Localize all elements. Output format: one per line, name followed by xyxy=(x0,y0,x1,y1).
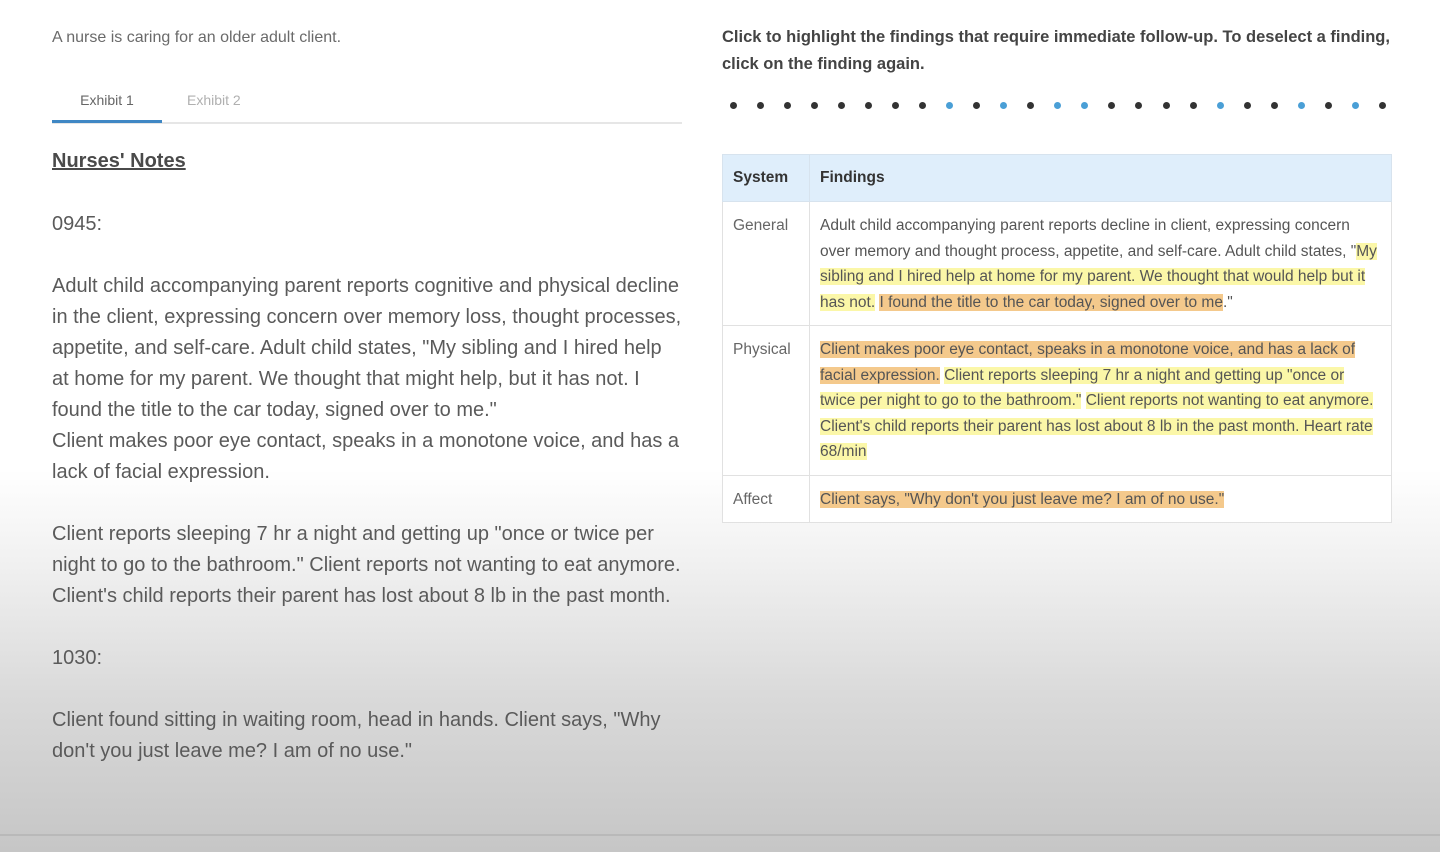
progress-dot xyxy=(1325,102,1332,109)
progress-dot xyxy=(1244,102,1251,109)
tab-exhibit-2[interactable]: Exhibit 2 xyxy=(187,92,241,108)
table-row xyxy=(723,326,1392,476)
progress-dot xyxy=(919,102,926,109)
table-row xyxy=(723,202,1392,326)
bottom-divider xyxy=(0,834,1440,836)
findings-table xyxy=(722,154,1392,523)
table-row xyxy=(723,475,1392,523)
progress-dot xyxy=(892,102,899,109)
note-paragraph: Client reports sleeping 7 hr a night and getting up "once or twice per night to go to the bathroom." Client reports not wanting to eat anymore. Client's child reports their parent has lost about 8 lb in the past month. xyxy=(52,523,681,607)
finding-highlighted-orange[interactable]: Client says, "Why don't you just leave me? I am of no use." xyxy=(820,490,1225,508)
finding-highlighted-yellow[interactable]: Client reports not wanting to eat anymore. Client's child reports their parent has lost about 8 lb in the past month. Heart rate 68/min xyxy=(820,392,1374,460)
system-cell: Physical xyxy=(723,326,810,476)
finding-highlighted-orange[interactable]: I found the title to the car today, signed over to me xyxy=(879,293,1223,311)
progress-dot xyxy=(1163,102,1170,109)
system-cell: General xyxy=(723,202,810,326)
findings-cell xyxy=(810,202,1392,326)
exhibit-panel xyxy=(52,26,682,798)
note-time-0945: 0945: xyxy=(52,213,103,235)
note-paragraph: Client found sitting in waiting room, head in hands. Client says, "Why don't you just leave me? I am of no use." xyxy=(52,709,661,762)
question-stem: A nurse is caring for an older adult client. xyxy=(52,29,342,46)
progress-dot xyxy=(1298,102,1305,109)
column-header-findings: Findings xyxy=(810,155,1392,202)
column-header-system: System xyxy=(723,155,810,202)
progress-dot xyxy=(730,102,737,109)
progress-dot xyxy=(757,102,764,109)
progress-dot xyxy=(1217,102,1224,109)
nurses-notes xyxy=(52,146,682,767)
finding-text[interactable]: Adult child accompanying parent reports decline in client, expressing concern over memory and thought process, appetite, and self-care. Adult child states, " xyxy=(820,217,1357,260)
notes-heading: Nurses' Notes xyxy=(52,150,186,172)
tab-exhibit-1[interactable]: Exhibit 1 xyxy=(52,78,162,123)
table-header-row xyxy=(723,155,1392,202)
progress-dot xyxy=(1108,102,1115,109)
system-cell: Affect xyxy=(723,475,810,523)
progress-dot xyxy=(1271,102,1278,109)
note-paragraph: Client makes poor eye contact, speaks in a monotone voice, and has a lack of facial expression. xyxy=(52,430,680,483)
progress-dot xyxy=(1352,102,1359,109)
finding-text[interactable]: ." xyxy=(1222,293,1233,311)
finding-highlighted-yellow[interactable]: Client reports sleeping 7 hr a night and getting up "once or twice per night to go to the bathroom." xyxy=(820,366,1345,409)
finding-highlighted-yellow[interactable]: My sibling and I hired help at home for my parent. We thought that would help but it has not. xyxy=(820,242,1377,311)
finding-highlighted-orange[interactable]: Client makes poor eye contact, speaks in a monotone voice, and has a lack of facial expression. xyxy=(820,341,1356,384)
note-paragraph: Adult child accompanying parent reports cognitive and physical decline in the client, expressing concern over memory loss, thought processes, appetite, and self-care. Adult child states, "My sibling and I hired help at home for my parent. We thought that might help, but it has not. I found the title to the car today, signed over to me." xyxy=(52,275,682,421)
progress-dot xyxy=(811,102,818,109)
progress-dot xyxy=(1135,102,1142,109)
progress-dot xyxy=(973,102,980,109)
progress-dot xyxy=(1000,102,1007,109)
progress-dot xyxy=(1027,102,1034,109)
progress-dot xyxy=(1190,102,1197,109)
instruction-text: Click to highlight the findings that require immediate follow-up. To deselect a finding, click on the finding again. xyxy=(722,28,1390,73)
progress-dot xyxy=(838,102,845,109)
progress-dot xyxy=(1081,102,1088,109)
progress-dot xyxy=(1054,102,1061,109)
findings-cell xyxy=(810,475,1392,523)
question-panel xyxy=(722,24,1394,523)
findings-cell xyxy=(810,326,1392,476)
progress-dot xyxy=(946,102,953,109)
progress-dots xyxy=(722,102,1394,114)
progress-dot xyxy=(865,102,872,109)
progress-dot xyxy=(784,102,791,109)
note-time-1030: 1030: xyxy=(52,647,103,669)
exhibit-tabs xyxy=(52,78,682,124)
progress-dot xyxy=(1379,102,1386,109)
